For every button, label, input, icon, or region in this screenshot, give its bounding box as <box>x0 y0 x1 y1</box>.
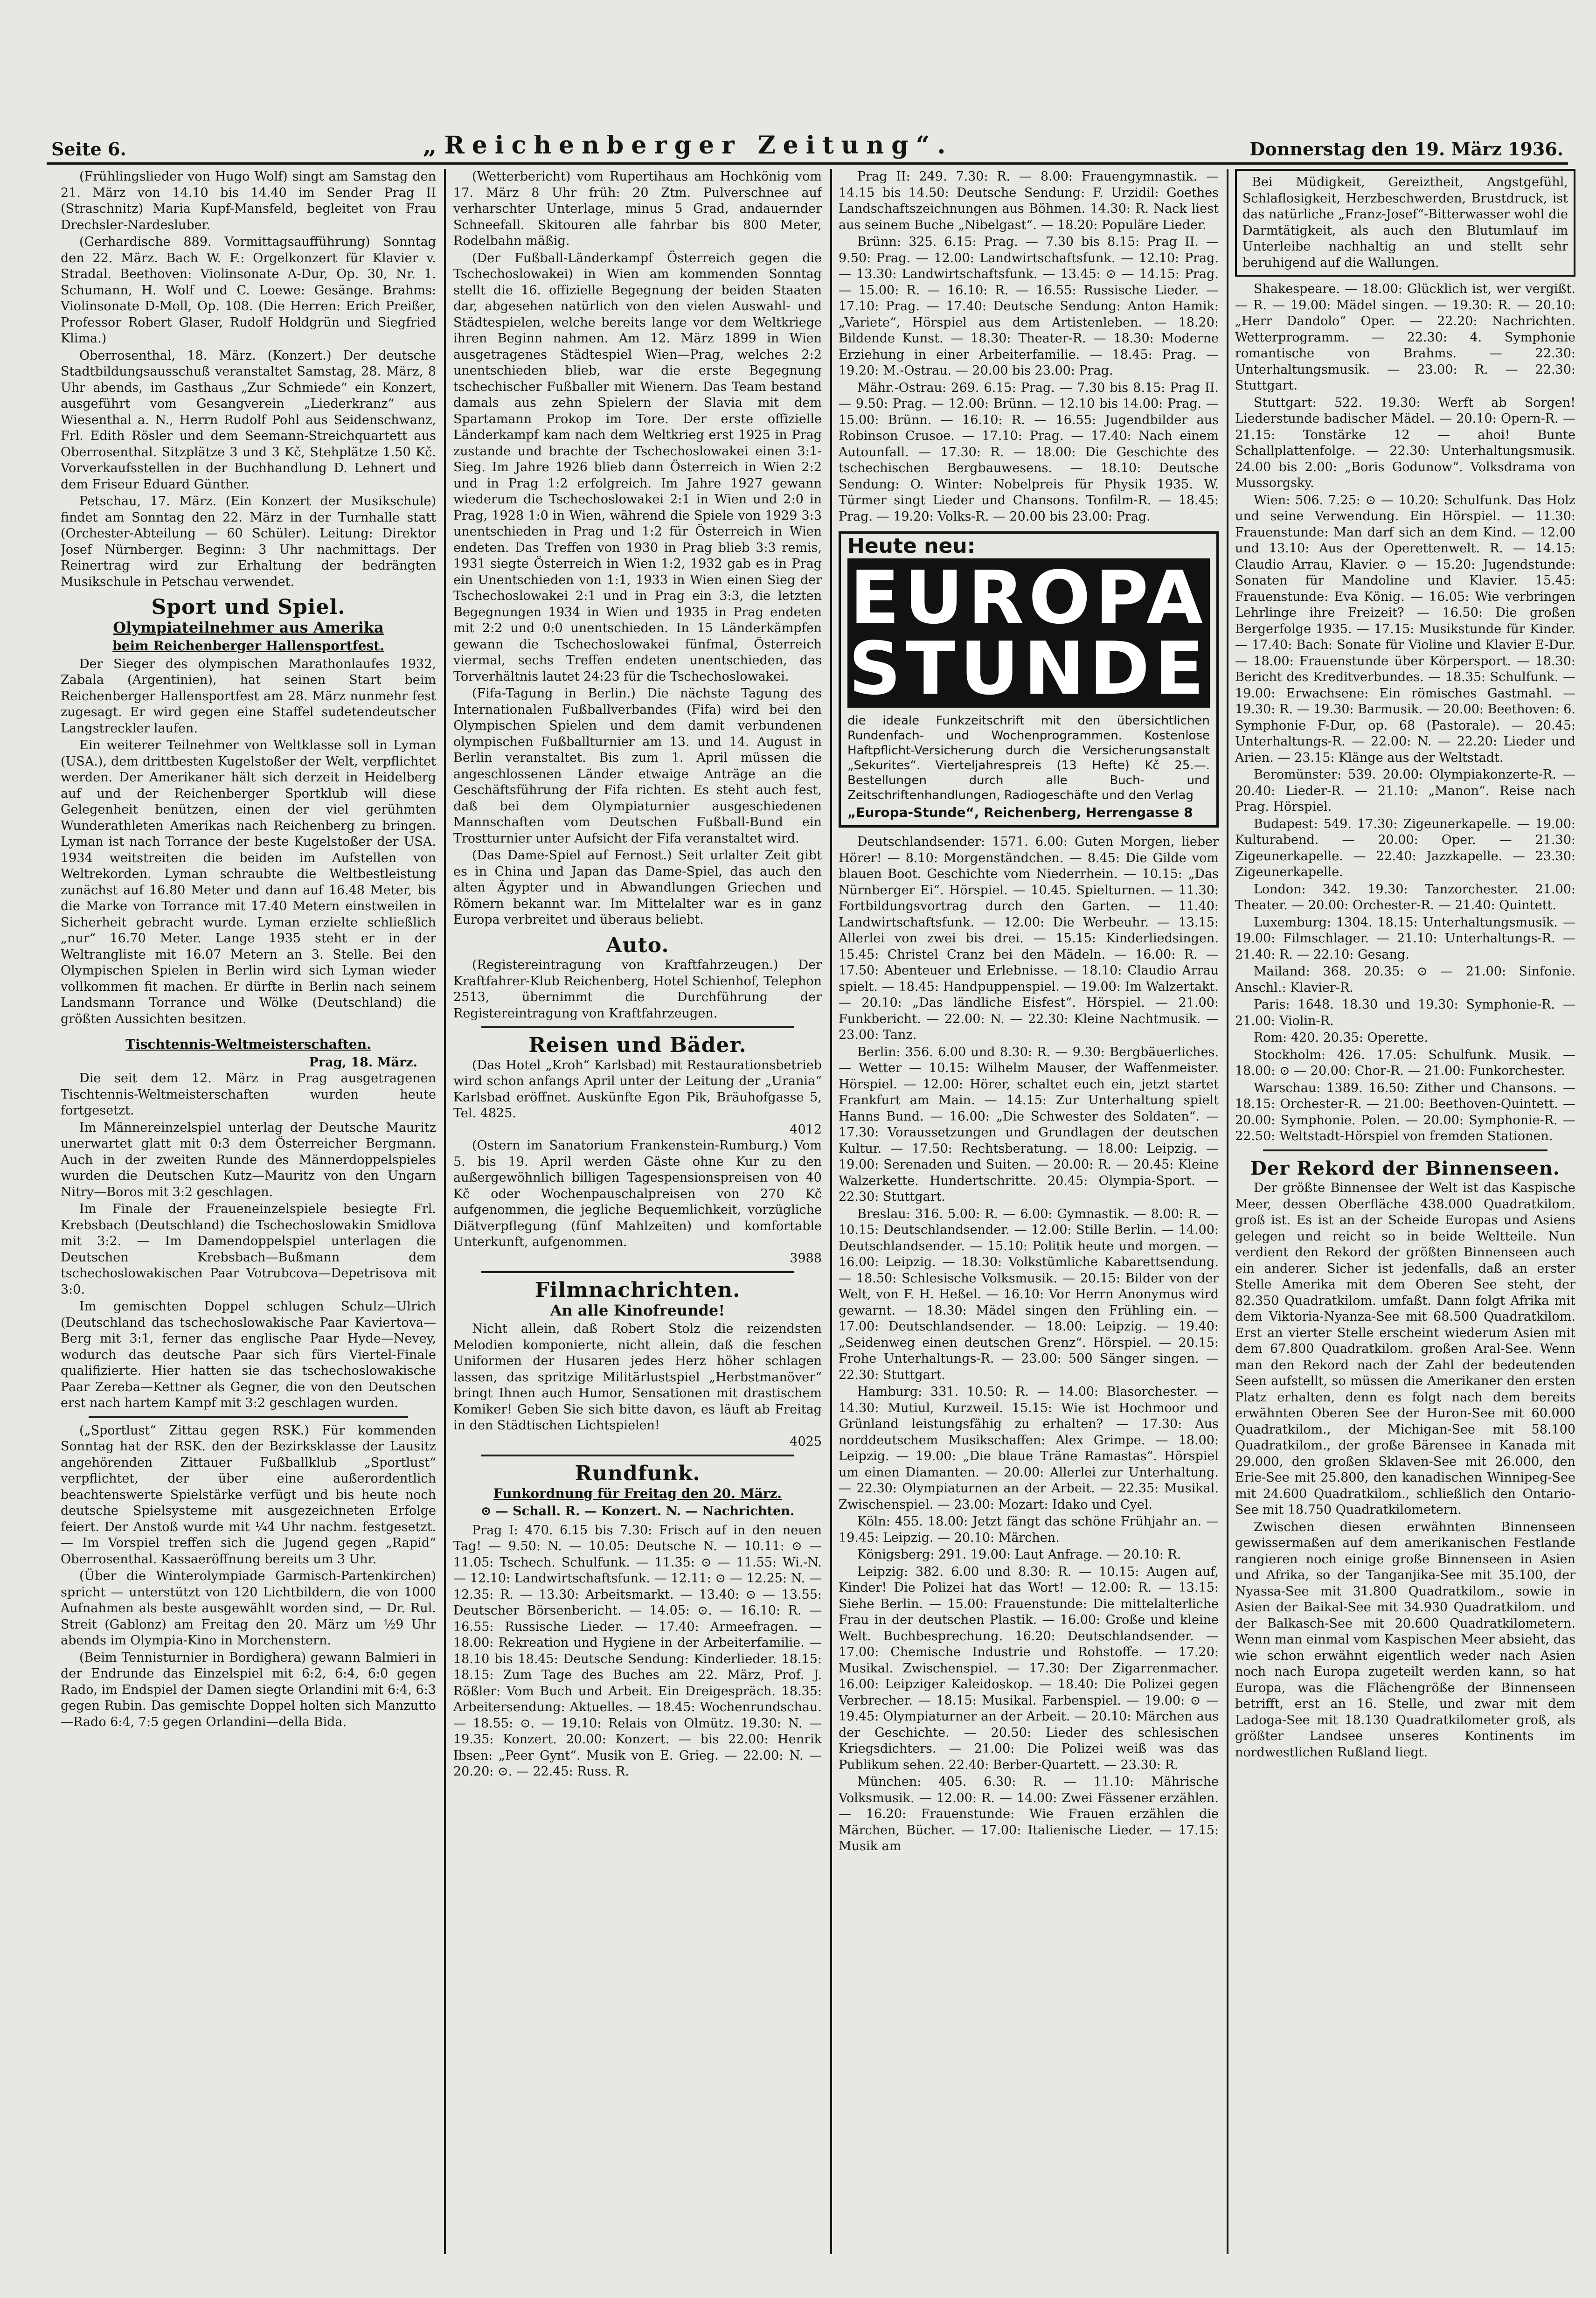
program-prag-1: Prag I: 470. 6.15 bis 7.30: Frisch auf in den neuen Tag! — 9.50: N. — 10.05: Deutsche N. — 10.11: ⊙ — 11.05: Tschech. Schulfunk. — 11.35: ⊙ — 11.55: Wi.-N. — 12.10: Landwirtschaftsfunk. — 12.11: ⊙ — 12.25: N. — 12.35: R. — 13.30: Arbeitsmarkt. — 13.40: ⊙ — 13.55: Deutscher Börsenbericht. — 14.05: ⊙. — 16.10: R. — 16.55: Russische Lieder. — 17.40: Armeefragen. — 18.00: Rekreation und Hygiene in der Arbeiterfamilie. — 18.10 bis 18.45: Deutsche Sendung: Kinderlieder. 18.15: 18.15: Zum Tage des Buches am 22. März, Prof. J. Rößler: Vom Buch und Arbeit. Ein Dreigespräch. 18.35: Arbeitersendung: Aktuelles. — 18.45: Wochenrundschau. — 18.55: ⊙. — 19.10: Relais von Olmütz. 19.30: N. — 19.35: Konzert. 20.00: Konzert. — bis 22.00: Henrik Ibsen: „Peer Gynt“. Musik von E. Grieg. — 22.00: N. — 20.20: ⊙. — 22.45: Russ. R. <box>453 1523 822 1779</box>
program-rom: Rom: 420. 20.35: Operette. <box>1254 1031 1429 1045</box>
program-deutschlandsender: Deutschlandsender: 1571. 6.00: Guten Morgen, lieber Hörer! — 8.10: Morgenständchen. — 8.45: Die Gilde vom blauen Boot. Geschichte vom Niederrhein. — 10.15: „Das Nürnberger Ei“. Hörspiel. — 10.45. Spielturnen. — 11.30: Fortbildungsvortrag durch den Garten. — 11.40: Landwirtschaftsfunk. — 12.00: Die Werbeuhr. — 13.15: Allerlei von zwei bis drei. — 15.15: Kinderliedsingen. 15.45: Christel Cranz bei den Mädeln. — 16.00: R. — 17.50: Abenteuer und Erlebnisse. — 18.10: Claudio Arrau spielt. — 18.45: Handpuppenspiel. — 19.00: Im Walzertakt. — 20.10: „Das ländliche Eisfest“. Hörspiel. — 21.00: Funkbericht. — 22.00: N. — 22.30: Kleine Nachtmusik. — 23.00: Tanz. <box>839 835 1219 1042</box>
divider <box>1263 1149 1547 1151</box>
program-luxemburg: Luxemburg: 1304. 18.15: Unterhaltungsmusik. — 19.00: Filmschlager. — 21.10: Unterhaltungs-R. — 21.40: R. — 22.10: Gesang. <box>1235 915 1575 962</box>
issue-date: Donnerstag den 19. März 1936. <box>1249 139 1563 160</box>
article-gerhardische: (Gerhardische 889. Vormittagsaufführung) Sonntag den 22. März. Bach W. F.: Orgelkonzert für Klavier v. Stradal. Beethoven: Violinsonate A-Dur, Op. 30, Nr. 1. Schumann, H. Wolf und C. Loewe: Gesänge. Brahms: Violinsonate D-Moll, Op. 108. (Die Herren: Erich Preißer, Professor Robert Glaser, Rudolf Holdgrün und Siegfried Klima.) <box>61 235 436 346</box>
europa-stunde-logo <box>847 555 1210 711</box>
program-stuttgart: Stuttgart: 522. 19.30: Werft ab Sorgen! Liederstunde badischer Mädel. — 20.10: Opern-R. — 21.15: Tonstärke 12 — ahoi! Bunte Schallplattenfolge. — 22.30: Unterhaltungsmusik. 24.00 bis 2.00: „Boris Godunow“. Volksdrama von Mussorgsky. <box>1235 395 1575 490</box>
article-winterolympiade: (Über die Winterolympiade Garmisch-Partenkirchen) spricht — unterstützt von 120 Lichtbildern, die von 1000 Aufnahmen als beste ausgewählt worden sind, — Dr. Rul. Streit (Gablonz) am Freitag den 20. März um ½9 Uhr abends im Olympia-Kino in Morchenstern. <box>61 1569 436 1648</box>
program-muenchen-cont: Shakespeare. — 18.00: Glücklich ist, wer vergißt. — R. — 19.00: Mädel singen. — 19.30: R. — 20.10: „Herr Dandolo“ Oper. — 22.20: Nachrichten. Wetterprogramm. — 22.30: 4. Symphonie romantische von Brahms. — 22.30: Unterhaltungsmusik. — 23.00: R. — 22.30: Stuttgart. <box>1235 282 1575 393</box>
program-berlin: Berlin: 356. 6.00 und 8.30: R. — 9.30: Bergbäuerliches. — Wetter — 10.15: Wilhelm Mauser, der Waffenmeister. Hörspiel. — 12.00: Hörer, schaltet euch ein, jetzt startet Frankfurt am Main. — 14.15: Zur Unterhaltung spielt Hanns Bund. — 16.00: „Die Schwester des Soldaten“. — 17.30: Voraussetzungen und Grundlagen der deutschen Kultur. — 17.50: Rechtsberatung. — 18.00: Leipzig. — 19.00: Serenaden und Suiten. — 20.00: R. — 20.45: Kleine Walzerkette. Hundertschritte. 20.45: Olympia-Sport. — 22.30: Stuttgart. <box>839 1045 1219 1204</box>
column-rule-3 <box>1227 169 1228 2254</box>
radio-legend: ⊙ — Schall. R. — Konzert. N. — Nachrichten. <box>480 1504 795 1518</box>
ad-code: 4012 <box>790 1122 822 1137</box>
program-paris: Paris: 1648. 18.30 und 19.30: Symphonie-R. — 21.00: Violin-R. <box>1235 997 1575 1028</box>
program-wien: Wien: 506. 7.25: ⊙ — 10.20: Schulfunk. Das Holz und seine Verwendung. Ein Hörspiel. — 11.30: Frauenstunde: Man darf sich an dem Kind. — 12.00 und 13.10: Aus der Operettenwelt. R. — 14.15: Claudio Arrau, Klavier. ⊙ — 15.20: Jugendstunde: Sonaten für Mandoline und Klavier. 15.45: Frauenstunde: Eva König. — 16.05: Wie verbringen Lehrlinge ihre Freizeit? — 16.50: Die großen Bergerfolge 1935. — 17.15: Musikstunde für Kinder. — 17.40: Bach: Sonate für Violine und Klavier E-Dur. — 18.00: Frauenstunde über Körpersport. — 18.30: Bericht des Kreditverbundes. — 18.35: Schulfunk. — 19.00: Erwachsene: Ein römisches Gastmahl. — 19.30: R. — 19.30: Barmusik. — 20.00: Beethoven: 6. Symphonie F-Dur, op. 68 (Pastorale). — 20.45: Unterhaltungs-R. — 22.00: N. — 22.20: Lieder und Arien. — 23.15: Klänge aus der Weltstadt. <box>1235 493 1575 765</box>
program-prag-2: Prag II: 249. 7.30: R. — 8.00: Frauengymnastik. — 14.15 bis 14.50: Deutsche Sendung: F. Urzidil: Goethes Landschaftszeichnungen aus Böhmen. 14.30: R. Nack liest aus seinem Buche „Nibelgast“. — 18.20: Populäre Lieder. <box>839 169 1219 232</box>
section-title-sport: Sport und Spiel. <box>151 595 346 619</box>
article-tt-intro: Die seit dem 12. März in Prag ausgetragenen Tischtennis-Weltmeisterschaften wurden heute fortgesetzt. <box>61 1071 436 1118</box>
article-wetterbericht: (Wetterbericht) vom Rupertihaus am Hochkönig vom 17. März 8 Uhr früh: 20 Ztm. Pulverschnee auf verharschter Unterlage, minus 5 Grad, andauernder Schneefall. Skitouren alle fahrbar bis 800 Meter, Rodelbahn mäßig. <box>453 169 822 248</box>
header-rule <box>47 162 1568 165</box>
article-wolf-lieder: (Frühlingslieder von Hugo Wolf) singt am Samstag den 21. März von 14.10 bis 14.40 im Sender Prag II (Straschnitz) Maria Kupf-Mansfeld, begleitet von Frau Drechsler-Nardesluber. <box>61 169 436 232</box>
article-binnenseen-1: Der größte Binnensee der Welt ist das Kaspische Meer, dessen Oberfläche 438.000 Quadratkilom. groß ist. Es ist an der Scheide Europas und Asiens gelegen und reicht so in beide Weltteile. Nun verdient den Rekord der größten Binnenseen auch ein anderer. Sicher ist jedenfalls, daß an erster Stelle Amerika mit dem Oberen See steht, der 82.350 Quadratkilom. umfaßt. Dann folgt Afrika mit dem Viktoria-Nyanza-See mit 68.500 Quadratkilom. Erst an vierter Stelle erscheint wiederum Asien mit dem 67.800 Quadratkilom. großen Aral-See. Wenn man den Rekord nach der Zahl der bedeutenden Seen aufstellt, so müssen die Amerikaner den ersten Platz erhalten, denn es folgt nach dem bereits erwähnten Oberen See der Huron-See mit 60.000 Quadratkilom., der Michigan-See mit 58.100 Quadratkilom., der große Bärensee in Kanada mit 29.000, den großen Sklaven-See mit 26.000, den Erie-See mit 25.800, den kanadischen Winnipeg-See mit 24.600 Quadratkilom., schließlich den Ontario-See mit 18.750 Quadratkilometern. <box>1235 1181 1575 1517</box>
ad-code: 3988 <box>790 1251 822 1266</box>
logo-line-1: EUROPA <box>850 555 1207 640</box>
page-header <box>51 122 1563 160</box>
divider <box>481 1455 794 1456</box>
article-oberrosenthal: Oberrosenthal, 18. März. (Konzert.) Der deutsche Stadtbildungsausschuß veranstaltet Samstag, 28. März, 8 Uhr abends, im Gasthaus „Zur Schmiede“ ein Konzert, ausgeführt vom Gesangverein „Liederkranz“ aus Wiesenthal a. N., Herrn Rudolf Pohl aus Seidenschwanz, Frl. Edith Rösler und dem Seemann-Streichquartett aus Oberrosenthal. Sitzplätze 3 und 3 Kč, Stehplätze 1.50 Kč. Vorverkaufsstellen in der Buchhandlung D. Lehnert und dem Friseur Eduard Günther. <box>61 348 436 492</box>
article-hotel-kroh: (Das Hotel „Kroh“ Karlsbad) mit Restaurationsbetrieb wird schon anfangs April unter der Leitung der „Urania“ Karlsbad eröffnet. Auskünfte Egon Pik, Bräuhofgasse 5, Tel. 4825. <box>453 1058 822 1121</box>
article-fifa: (Fifa-Tagung in Berlin.) Die nächste Tagung des Internationalen Fußballverbandes (Fifa) wird bei den Olympischen Spielen und dem damit verbundenen olympischen Fußballturnier am 13. und 14. August in Berlin veranstaltet. Bis zum 1. April müssen die angeschlossenen Länder etwaige Anträge an die Geschäftsführung der Fifa richten. Es steht auch fest, daß bei dem Olympiaturnier ausgeschiedenen Mannschaften vom Deutschen Fußball-Bund ein Trostturnier unter Aufsicht der Fifa veranstaltet wird. <box>453 686 822 846</box>
program-koeln: Köln: 455. 18.00: Jetzt fängt das schöne Frühjahr an. — 19.45: Leipzig. — 20.10: Märchen. <box>839 1514 1219 1545</box>
program-breslau: Breslau: 316. 5.00: R. — 6.00: Gymnastik. — 8.00: R. — 10.15: Deutschlandsender. — 12.00: Stille Berlin. — 14.00: Deutschlandsender. — 15.10: Politik heute und morgen. — 16.00: Leipzig. — 18.30: Volkstümliche Kabarettsendung. — 18.50: Schlesische Volksmusik. — 20.15: Bilder von der Welt, von F. H. Heßel. — 16.10: Vor Herrn Anonymus wird gewarnt. — 18.30: Mädel singen den Frühling ein. — 17.00: Deutschlandsender. — 18.00: Leipzig. — 19.40: „Seidenweg einen deutschen Grenz“. Hörspiel. — 20.15: Frohe Unterhaltungs-R. — 23.00: 500 Sänger singen. — 22.30: Stuttgart. <box>839 1206 1219 1382</box>
subheadline-olympia: beim Reichenberger Hallensportfest. <box>112 638 384 654</box>
ad-body: die ideale Funkzeitschrift mit den übersichtlichen Rundenfach- und Wochenprogrammen. Kostenlose Haftpflicht-Versicherung durch die Versicherungsanstalt „Sekurites“. Vierteljahrespreis (13 Hefte) Kč 25.—. Bestellungen durch alle Buch- und Zeitschriftenhandlungen, Radiogeschäfte und den Verlag <box>847 713 1210 802</box>
newspaper-title: „Reichenberger Zeitung“. <box>423 131 953 160</box>
article-sportlust: („Sportlust“ Zittau gegen RSK.) Für kommenden Sonntag hat der RSK. den der Bezirksklasse der Lausitz angehörenden Zittauer Fußballklub „Sportlust“ verpflichtet, der über eine außerordentlich beachtenswerte Spielstärke verfügt und bis heute noch deutsche Spielsysteme mit ausgezeichneten Erfolge feiert. Der Anstoß wurde mit ¼4 Uhr nachm. festgesetzt. — Im Vorspiel treffen sich die Jugend gegen „Rapid“ Oberrosenthal. Kassaeröffnung bereits um 3 Uhr. <box>61 1423 436 1567</box>
advertisement-europa-stunde <box>839 531 1219 828</box>
page-number: Seite 6. <box>51 139 126 160</box>
divider <box>481 1271 794 1273</box>
article-lyman: Ein weiterer Teilnehmer von Weltklasse soll in Lyman (USA.), dem drittbesten Kugelstoßer der Welt, verpflichtet werden. Der Amerikaner hält sich derzeit in Heidelberg auf und der Reichenberger Sportklub will diese Gelegenheit benützen, einen der viel gerühmten Wunderathleten Amerikas nach Reichenberg zu bringen. Lyman ist nach Torrance der beste Kugelstoßer der USA. 1934 weitstreiten die beiden im Aufstellen von Weltrekorden. Lyman schraubte die Weltbestleistung zunächst auf 16.80 Meter und dann auf 16.48 Meter, bis die Marke von Torrance mit 17.40 Metern einstweilen in Sicherheit gebracht wurde. Lyman erzielte schließlich „nur“ 16.70 Meter. Lange 1935 steht er in der Weltrangliste mit 16.07 Metern an 3. Stelle. Bei den Olympischen Spielen in Berlin wird sich Lyman wieder vollkommen fit machen. Er dürfte in Berlin nach seinem Landsmann Torrance und Wölke (Deutschland) die größten Aussichten besitzen. <box>61 738 436 1026</box>
divider <box>481 1026 794 1028</box>
program-koenigsberg: Königsberg: 291. 19.00: Laut Anfrage. — 20.10: R. <box>857 1547 1181 1562</box>
article-herbstmanoever: Nicht allein, daß Robert Stolz die reizendsten Melodien komponierte, nicht allein, daß die feschen Uniformen der Husaren jedes Herz höher schlagen lassen, das spritzige Militärlustspiel „Herbstmanöver“ bringt Ihnen auch Humor, Sensationen mit drastischem Komiker! Geben Sie sich bitte davon, es läuft ab Freitag in den Städtischen Lichtspielen! <box>453 1322 822 1433</box>
section-title-reisen: Reisen und Bäder. <box>528 1033 747 1057</box>
article-zabala: Der Sieger des olympischen Marathonlaufes 1932, Zabala (Argentinien), hat seinen Start beim Reichenberger Hallensportfest am 28. März nunmehr fest zugesagt. Er wird gegen eine Staffel sudetendeutscher Langstreckler laufen. <box>61 656 436 736</box>
article-sanatorium: (Ostern im Sanatorium Frankenstein-Rumburg.) Vom 5. bis 19. April werden Gäste ohne Kur zu den außergewöhnlich billigen Tagespensionspreisen von 40 Kč oder Wochenpauschalpreisen von 270 Kč aufgenommen, die jegliche Bequemlichkeit, vorzügliche Diätverpflegung (fünf Mahlzeiten) und komfortable Unterkunft, aufgenommen. <box>453 1138 822 1249</box>
program-london: London: 342. 19.30: Tanzorchester. 21.00: Theater. — 20.00: Orchester-R. — 21.40: Quintett. <box>1235 882 1575 912</box>
column-rule-2 <box>830 169 832 2254</box>
advertisement-franz-josef <box>1235 169 1575 277</box>
program-muenchen: München: 405. 6.30: R. — 11.10: Mährische Volksmusik. — 12.00: R. — 14.00: Zwei Fässener erzählen. — 16.20: Frauenstunde: Wie Frauen erzählen die Märchen, Bücher. — 17.00: Italienische Lieder. — 17.15: Musik am <box>839 1775 1219 1853</box>
article-laenderkampf: (Der Fußball-Länderkampf Österreich gegen die Tschechoslowakei) in Wien am kommenden Sonntag stellt die 16. offizielle Begegnung der beiden Staaten dar, abgesehen natürlich von den vielen Auswahl- und Städtespielen, welche bereits lange vor dem Weltkriege ihren Beginn nahmen. Am 12. März 1899 in Wien ausgetragenes Städtespiel Wien—Prag, welches 2:2 unentschieden blieb, war die erste Begegnung tschechischer Fußballer mit Wienern. Das Team bestand damals aus zehn Spielern der Slavia mit dem Spartamann Prokop im Tore. Der erste offizielle Länderkampf kam nach dem Weltkrieg erst 1925 in Prag zustande und brachte der Tschechoslowakei einen 3:1-Sieg. Im Jahre 1926 blieb dann Österreich in Wien 2:2 und in Prag 1:2 erfolgreich. Im Jahre 1927 gewann wiederum die Tschechoslowakei 2:1 in Wien und 2:0 in Prag, 1928 1:0 in Wien, während die Spiele von 1929 3:3 unentschieden in Prag und 1:2 für Österreich in Wien endeten. Das Treffen von 1930 in Prag blieb 3:3 remis, 1931 siegte Österreich in Wien 1:2, 1932 gab es in Prag ein Unentschieden von 1:1, 1933 in Wien einen Sieg der Tschechoslowakei 2:1 und in Prag ein 3:3, die letzten Begegnungen 1934 in Wien und 1935 in Prag endeten mit 2:2 und 0:0 unentschieden. In 15 Länderkämpfen gewann die Tschechoslowakei fünfmal, Österreich viermal, sechs Treffen endeten unentschieden, das Torverhältnis lautet 24:23 für die Tschechoslowakei. <box>453 251 822 684</box>
divider <box>89 1416 408 1418</box>
program-budapest: Budapest: 549. 17.30: Zigeunerkapelle. — 19.00: Kulturabend. — 20.00: Oper. — 21.30: Zigeunerkapelle. — 22.40: Jazzkapelle. — 23.30: Zigeunerkapelle. <box>1235 816 1575 879</box>
program-stockholm: Stockholm: 426. 17.05: Schulfunk. Musik. — 18.00: ⊙ — 20.00: Chor-R. — 21.00: Funkorchester. <box>1235 1047 1575 1078</box>
program-bruenn: Brünn: 325. 6.15: Prag. — 7.30 bis 8.15: Prag II. — 9.50: Prag. — 12.00: Landwirtschaftsfunk. — 12.10: Prag. — 13.30: Landwirtschaftsfunk. — 13.45: ⊙ — 14.15: Prag. — 15.00: R. — 16.10: R. — 16.55: Russische Lieder. — 17.10: Prag. — 17.40: Deutsche Sendung: Anton Hamik: „Variete“, Hörspiel aus dem Artistenleben. — 18.20: Bildende Kunst. — 18.30: Theater-R. — 18.30: Moderne Erziehung in einer Arbeiterfamilie. — 18.45: Prag. — 19.20: M.-Ostrau. — 20.00 bis 23.00: Prag. <box>839 235 1219 378</box>
article-registereintragung: (Registereintragung von Kraftfahrzeugen.) Der Kraftfahrer-Klub Reichenberg, Hotel Schienhof, Telephon 2513, übernimmt die Durchführung der Registereintragung von Kraftfahrzeugen. <box>453 958 822 1021</box>
program-leipzig: Leipzig: 382. 6.00 und 8.30: R. — 10.15: Augen auf, Kinder! Die Polizei hat das Wort! — 12.00: R. — 13.15: Siehe Berlin. — 15.00: Frauenstunde: Die mittelalterliche Frau in der deutschen Plastik. — 16.00: Große und kleine Welt. Buchbesprechung. 16.20: Deutschlandsender. — 17.00: Chemische Industrie und Rohstoffe. — 17.20: Musikal. Zwischenspiel. — 17.30: Der Zigarrenmacher. 16.00: Leipziger Kaleidoskop. — 18.40: Die Polizei gegen Verbrecher. — 18.15: Musikal. Farbenspiel. — 19.00: ⊙ — 19.45: Olympiaturner an der Arbeit. — 20.10: Märchen aus der Geschichte. — 20.50: Lieder des schlesischen Kriegsdichters. — 21.00: Die Polizei weiß was das Publikum sehen. 22.40: Berber-Quartett. — 23.30: R. <box>839 1564 1219 1772</box>
program-mailand: Mailand: 368. 20.35: ⊙ — 21.00: Sinfonie. Anschl.: Klavier-R. <box>1235 964 1575 995</box>
article-dame-spiel: (Das Dame-Spiel auf Fernost.) Seit urlalter Zeit gibt es in China und Japan das Dame-Spiel, das auch den alten Ägypter und in Abwandlungen Griechen und Römern bekannt war. Im Mittelalter war es in ganz Europa verbreitet und überaus beliebt. <box>453 848 822 927</box>
headline-olympia: Olympiateilnehmer aus Amerika <box>113 618 384 636</box>
article-binnenseen-2: Zwischen diesen erwähnten Binnenseen gewissermaßen auf dem amerikanischen Festlande rangieren noch einige große Binnenseen in Asien und Afrika, so der Tanganjika-See mit 35.100, der Nyassa-See mit 31.800 Quadratkilom., sowie in Asien der Baikal-See mit 34.930 Quadratkilom. und der Balkasch-See mit 20.600 Quadratkilometern. Wenn man einmal vom Kaspischen Meer absieht, das wie schon erwähnt eigentlich weder nach Asien noch nach Europa zugeteilt werden kann, so hat Europa, was die Flächengröße der Binnenseen betrifft, erst an 16. Stelle, und zwar mit dem Ladoga-See mit 18.130 Quadratkilometer groß, als größter Landsee unseres Kontinents im nordwestlichen Rußland liegt. <box>1235 1519 1575 1760</box>
ad-franz-josef-text: Bei Müdigkeit, Gereiztheit, Angstgefühl, Schlaflosigkeit, Herzbeschwerden, Brustdruck, ist das natürliche „Franz-Josef“-Bitterwasser wohl die Darmtätigkeit, als auch den Blutumlauf im Unterleibe nachhaltig an und stellt sehr beruhigend auf die Wallungen. <box>1242 175 1568 270</box>
section-title-rundfunk: Rundfunk. <box>575 1462 701 1485</box>
ad-kicker: Heute neu: <box>847 534 976 558</box>
program-hamburg: Hamburg: 331. 10.50: R. — 14.00: Blasorchester. — 14.30: Mutiul, Kurzweil. 15.15: Wie ist Hochmoor und Grünland leistungsfähig zu erhalten? — 17.30: Aus norddeutschem Musikschaffen: Alex Grimpe. — 18.00: Leipzig. — 19.00: „Die blaue Träne Ramastas“. Hörspiel um einen Diamanten. — 20.00: Allerlei zur Unterhaltung. — 22.30: Olympiaturnen an der Arbeit. — 22.35: Musikal. Zwischenspiel. — 23.00: Mozart: Idako und Cyel. <box>839 1385 1219 1512</box>
ad-publisher: „Europa-Stunde“, Reichenberg, Herrengasse 8 <box>847 804 1193 820</box>
column-4 <box>1235 169 1575 2254</box>
article-petschau: Petschau, 17. März. (Ein Konzert der Musikschule) findet am Sonntag den 22. März in der Turnhalle statt (Orchester-Abteilung — 60 Schüler). Leitung: Direktor Josef Nürnberger. Beginn: 3 Uhr nachmittags. Der Reinertrag wird zur Erhaltung der bedrängten Musikschule in Petschau verwendet. <box>61 494 436 589</box>
article-tt-maenner: Im Männereinzelspiel unterlag der Deutsche Mauritz unerwartet glatt mit 0:3 dem Österreicher Bergmann. Auch in der zweiten Runde des Männerdoppelspieles wurden die Deutschen Kutz—Mauritz von den Ungarn Nitry—Boros mit 3:2 geschlagen. <box>61 1120 436 1199</box>
program-maehr-ostrau: Mähr.-Ostrau: 269. 6.15: Prag. — 7.30 bis 8.15: Prag II. — 9.50: Prag. — 12.00: Brünn. — 12.10 bis 14.00: Prag. — 15.00: Brünn. — 16.10: R. — 16.55: Jugendbilder aus Robinson Crusoe. — 17.10: Prag. — 17.40: Nach einem Autounfall. — 17.30: R. — 18.00: Die Geschichte des tschechischen Bergbauwesens. — 18.10: Deutsche Sendung: O. Winter: Nobelpreis für Physik 1935. W. Türmer singt Lieder und Chansons. Tonfilm-R. — 18.45: Prag. — 19.20: Volks-R. — 20.00 bis 23.00: Prag. <box>839 380 1219 524</box>
column-2 <box>453 169 822 2254</box>
headline-tischtennis: Tischtennis-Weltmeisterschaften. <box>125 1037 371 1052</box>
section-title-auto: Auto. <box>606 933 669 957</box>
dateline-prag: Prag, 18. März. <box>309 1055 417 1070</box>
headline-rekord-binnenseen: Der Rekord der Binnenseen. <box>1250 1157 1560 1179</box>
headline-funkordnung: Funkordnung für Freitag den 20. März. <box>493 1485 782 1501</box>
article-tt-frauen: Im Finale der Fraueneinzelspiele besiegte Frl. Krebsbach (Deutschland) die Tschechoslowakin Smidlova mit 3:2. — Im Damendoppelspiel unterlagen die Deutschen Krebsbach—Bußmann dem tschechoslowakischen Paar Votrubcova—Depetrisova mit 3:0. <box>61 1202 436 1297</box>
column-3 <box>839 169 1219 2254</box>
article-tt-gemischt: Im gemischten Doppel schlugen Schulz—Ulrich (Deutschland das tschechoslowakische Paar Kaviertova—Berg mit 3:1, ferner das englische Paar Hyde—Nevey, wodurch das deutsche Paar sich fürs Viertel-Finale qualifizierte. Hier hatten sie das tschechoslowakische Paar Zereba—Kettner als Gegner, die von den Deutschen erst nach hartem Kampf mit 3:2 geschlagen wurden. <box>61 1299 436 1410</box>
program-beromuenster: Beromünster: 539. 20.00: Olympiakonzerte-R. — 20.40: Lieder-R. — 21.10: „Manon“. Reise nach Prag. Hörspiel. <box>1235 767 1575 814</box>
ad-code: 4025 <box>790 1434 822 1449</box>
logo-line-2: STUNDE <box>848 626 1209 711</box>
article-bordighera: (Beim Tennisturnier in Bordighera) gewann Balmieri in der Endrunde das Einzelspiel mit 6:2, 6:4, 6:0 gegen Rado, im Endspiel der Damen siegte Orlandini mit 6:4, 6:3 gegen Rubin. Das gemischte Doppel holten sich Manzutto—Rado 6:4, 7:5 gegen Orlandini—della Bida. <box>61 1650 436 1729</box>
section-title-film: Filmnachrichten. <box>534 1278 741 1302</box>
column-rule-1 <box>444 169 446 2254</box>
program-warschau: Warschau: 1389. 16.50: Zither und Chansons. — 18.15: Orchester-R. — 21.00: Beethoven-Quintett. — 20.00: Symphonie. Polen. — 20.00: Symphonie-R. — 22.50: Weltstadt-Hörspiel von fremden Stationen. <box>1235 1080 1575 1143</box>
headline-kinofreunde: An alle Kinofreunde! <box>550 1301 725 1319</box>
column-1 <box>61 169 436 2254</box>
